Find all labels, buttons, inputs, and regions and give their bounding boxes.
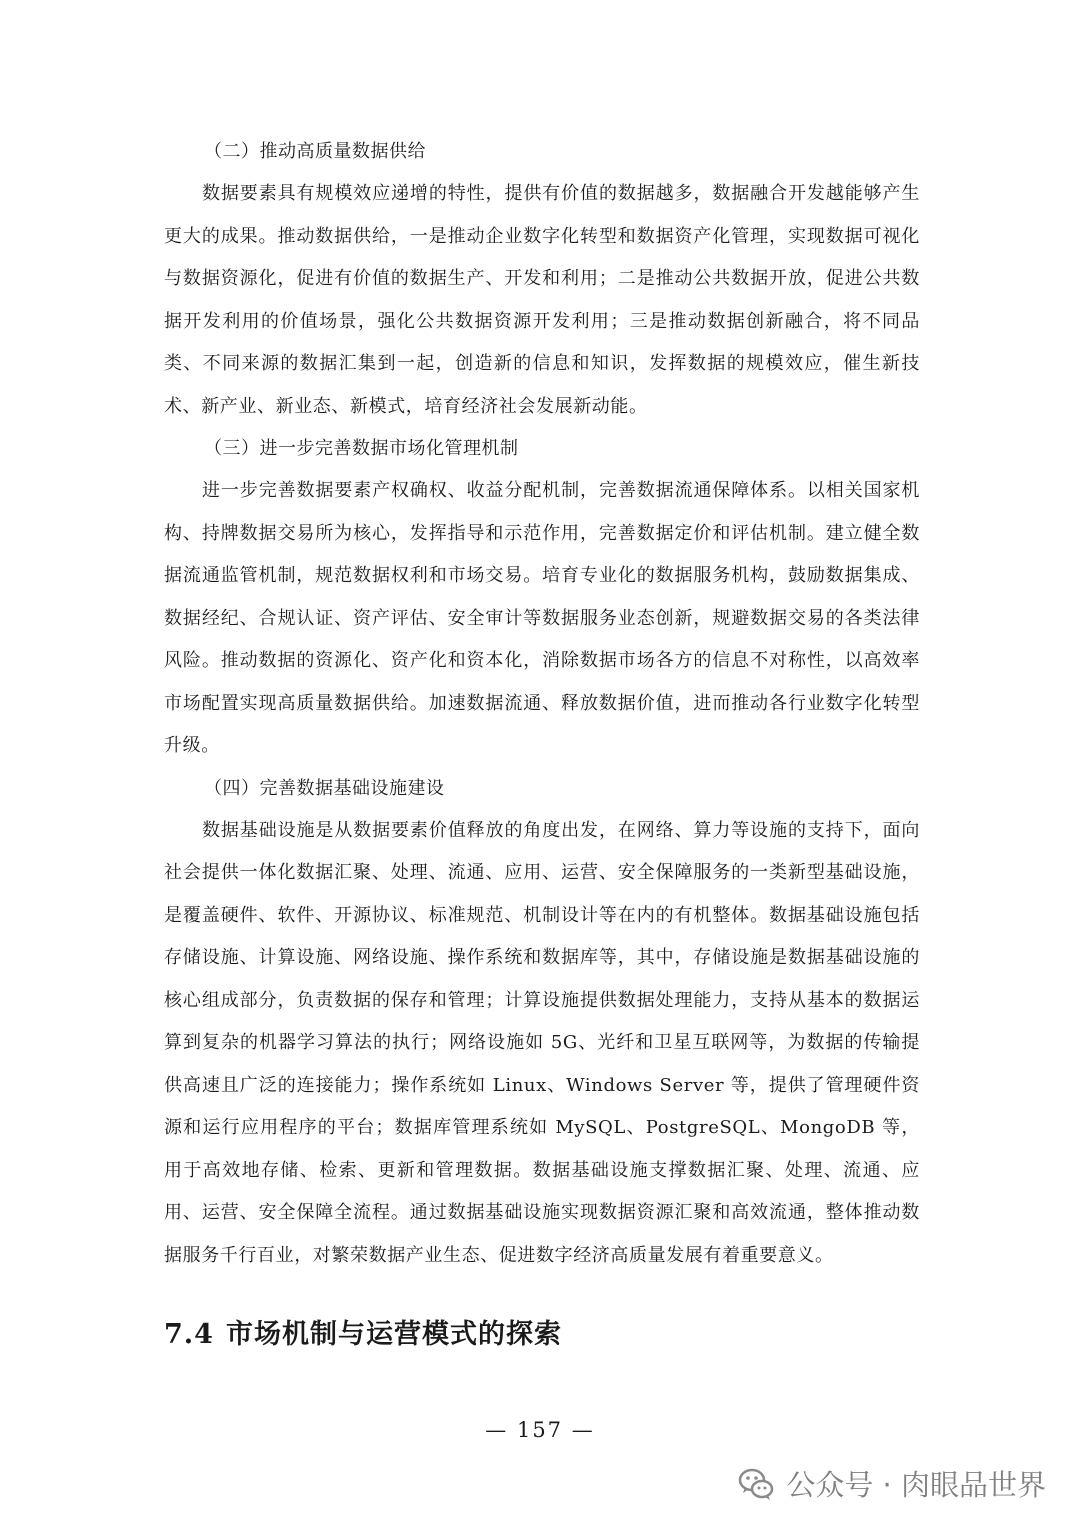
paragraph-3: 进一步完善数据要素产权确权、收益分配机制，完善数据流通保障体系。以相关国家机构、持牌数据交易所为核心，发挥指导和示范作用，完善数据定价和评估机制。建立健全数据流通监管机制，规范数据权利和市场交易。培育专业化的数据服务机构，鼓励数据集成、数据经纪、合规认证、资产评估、安全审计等数据服务业态创新，规避数据交易的各类法律风险。推动数据的资源化、资产化和资本化，消除数据市场各方的信息不对称性，以高效率市场配置实现高质量数据供给。加速数据流通、释放数据价值，进而推动各行业数字化转型升级。 — [164, 480, 920, 756]
section-number: 7.4 — [164, 1319, 214, 1350]
watermark — [738, 1463, 1046, 1504]
subheading-3: （三）进一步完善数据市场化管理机制 — [204, 438, 519, 459]
page-number: — 157 — — [485, 1418, 595, 1442]
body-content — [164, 131, 920, 1277]
subheading-4: （四）完善数据基础设施建设 — [204, 777, 445, 799]
wechat-icon — [738, 1466, 774, 1502]
watermark-text: 公众号 · 肉眼品世界 — [786, 1468, 1046, 1502]
paragraph-2: 数据要素具有规模效应递增的特性，提供有价值的数据越多，数据融合开发越能够产生更大的成果。推动数据供给，一是推动企业数字化转型和数据资产化管理，实现数据可视化与数据资源化，促进有价值的数据生产、开发和利用；二是推动公共数据开放，促进公共数据开发利用的价值场景，强化公共数据资源开发利用；三是推动数据创新融合，将不同品类、不同来源的数据汇集到一起，创造新的信息和知识，发挥数据的规模效应，催生新技术、新产业、新业态、新模式，培育经济社会发展新动能。 — [164, 183, 920, 417]
section-title — [164, 1312, 562, 1351]
paragraph-4: 数据基础设施是从数据要素价值释放的角度出发，在网络、算力等设施的支持下，面向社会提供一体化数据汇聚、处理、流通、应用、运营、安全保障服务的一类新型基础设施，是覆盖硬件、软件、开源协议、标准规范、机制设计等在内的有机整体。数据基础设施包括存储设施、计算设施、网络设施、操作系统和数据库等，其中，存储设施是数据基础设施的核心组成部分，负责数据的保存和管理；计算设施提供数据处理能力，支持从基本的数据运算到复杂的机器学习算法的执行；网络设施如 5G、光纤和卫星互联网等，为数据的传输提供高速且广泛的连接能力；操作系统如 Linux、Windows Server 等，提供了管理硬件资源和运行应用程序的平台；数据库管理系统如 MySQL、PostgreSQL、MongoDB 等，用于高效地存储、检索、更新和管理数据。数据基础设施支撑数据汇聚、处理、流通、应用、运营、安全保障全流程。通过数据基础设施实现数据资源汇聚和高效流通，整体推动数据服务千行百业，对繁荣数据产业生态、促进数字经济高质量发展有着重要意义。 — [164, 819, 920, 1266]
section-title-text: 市场机制与运营模式的探索 — [225, 1319, 562, 1350]
subheading-2: （二）推动高质量数据供给 — [204, 141, 426, 162]
